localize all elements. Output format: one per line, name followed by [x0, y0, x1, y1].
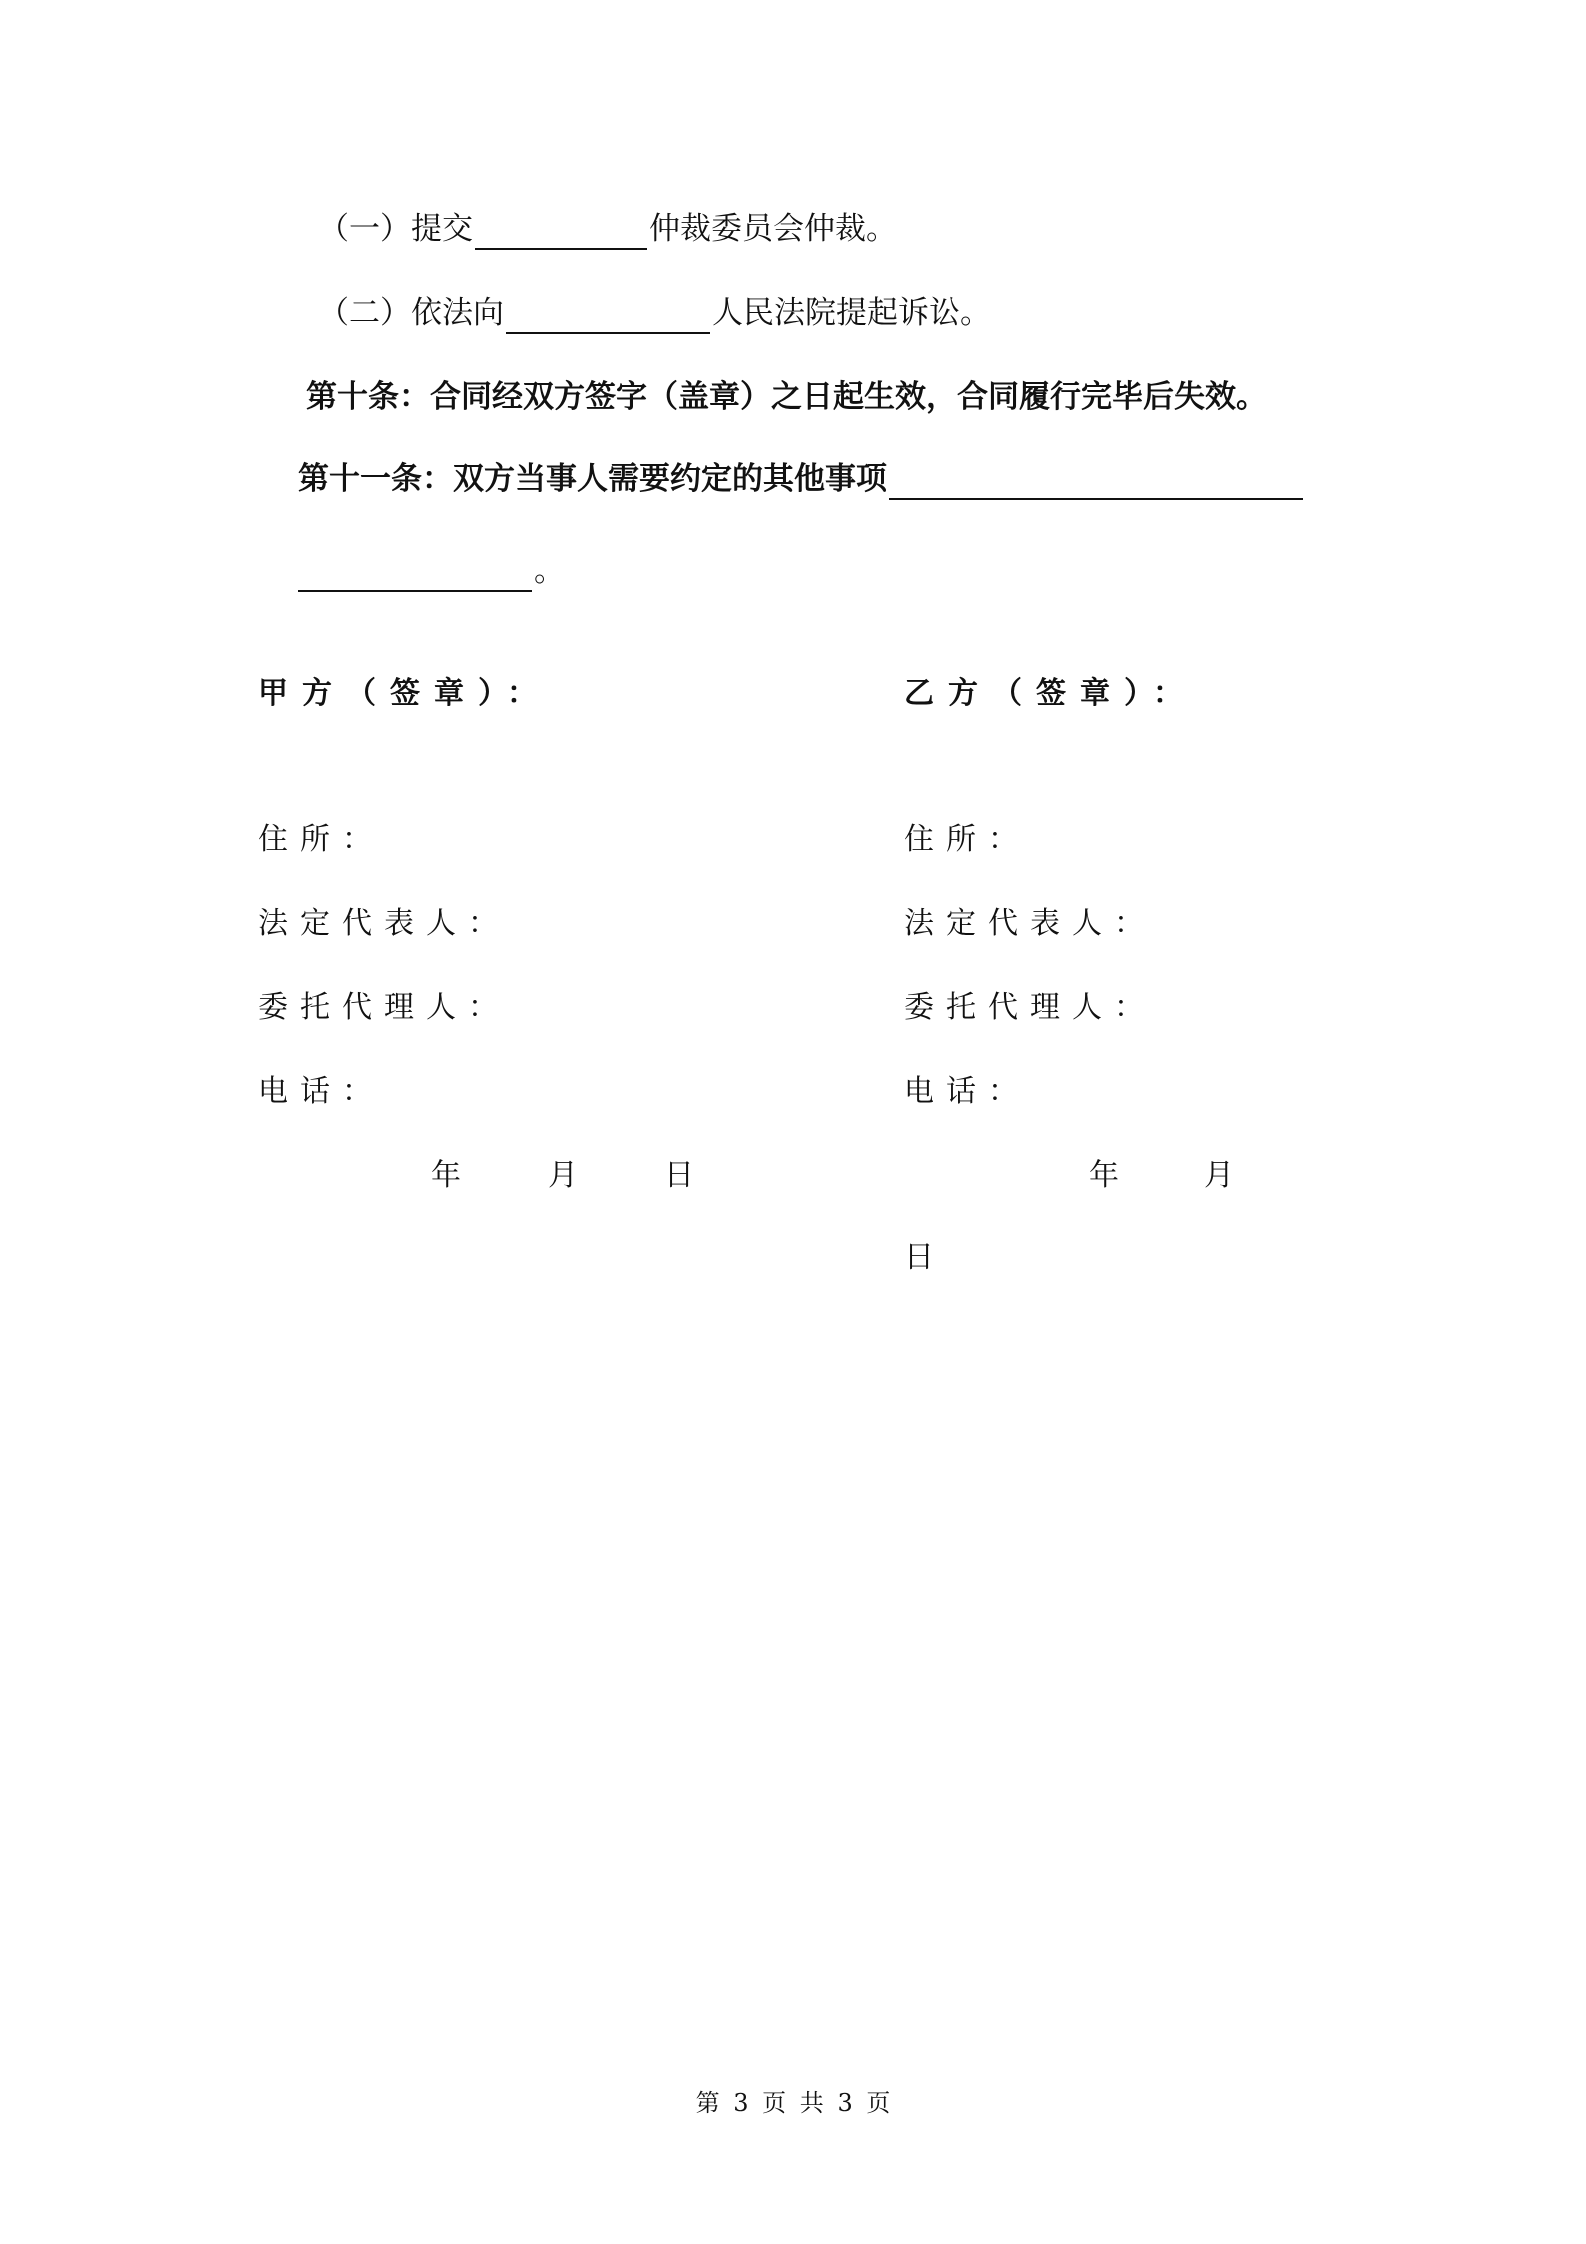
other-matters-blank-continued [298, 560, 532, 592]
clause-item-1 [318, 208, 897, 250]
arbitration-committee-blank [475, 218, 647, 250]
clause-item-1-suffix: 仲裁委员会仲裁。 [649, 211, 897, 247]
clause-item-2-suffix: 人民法院提起诉讼。 [712, 295, 991, 331]
party-a-address-label: 住所： [258, 822, 384, 857]
page-number-footer: 第 3 页 共 3 页 [695, 2089, 891, 2117]
party-a-date-month: 月 [548, 1158, 578, 1193]
article-11-text: 第十一条：双方当事人需要约定的其他事项 [298, 461, 887, 497]
party-a-legal-rep-label: 法定代表人： [258, 906, 510, 941]
article-11 [298, 458, 1305, 500]
party-a-agent-label: 委托代理人： [258, 990, 510, 1025]
clause-item-1-prefix: （一）提交 [318, 211, 473, 247]
party-a-date-day: 日 [664, 1158, 694, 1193]
court-name-blank [506, 302, 710, 334]
party-b-title: 乙方（签章）： [904, 676, 1197, 711]
party-b-phone-label: 电话： [904, 1074, 1030, 1109]
party-a-date-year: 年 [431, 1158, 461, 1193]
article-10-text: 第十条：合同经双方签字（盖章）之日起生效，合同履行完毕后失效。 [306, 379, 1267, 415]
party-b-date-month: 月 [1204, 1158, 1234, 1193]
article-11-end-mark: 。 [534, 553, 565, 589]
clause-item-2-prefix: （二）依法向 [318, 295, 504, 331]
party-a-title: 甲方（签章）： [258, 676, 551, 711]
party-b-legal-rep-label: 法定代表人： [904, 906, 1156, 941]
party-b-address-label: 住所： [904, 822, 1030, 857]
party-b-date-day: 日 [904, 1240, 934, 1275]
article-11-continuation [298, 550, 565, 592]
clause-item-2 [318, 292, 991, 334]
party-a-phone-label: 电话： [258, 1074, 384, 1109]
party-b-agent-label: 委托代理人： [904, 990, 1156, 1025]
other-matters-blank [889, 468, 1303, 500]
party-b-date-year: 年 [1089, 1158, 1119, 1193]
article-10 [306, 376, 1267, 418]
